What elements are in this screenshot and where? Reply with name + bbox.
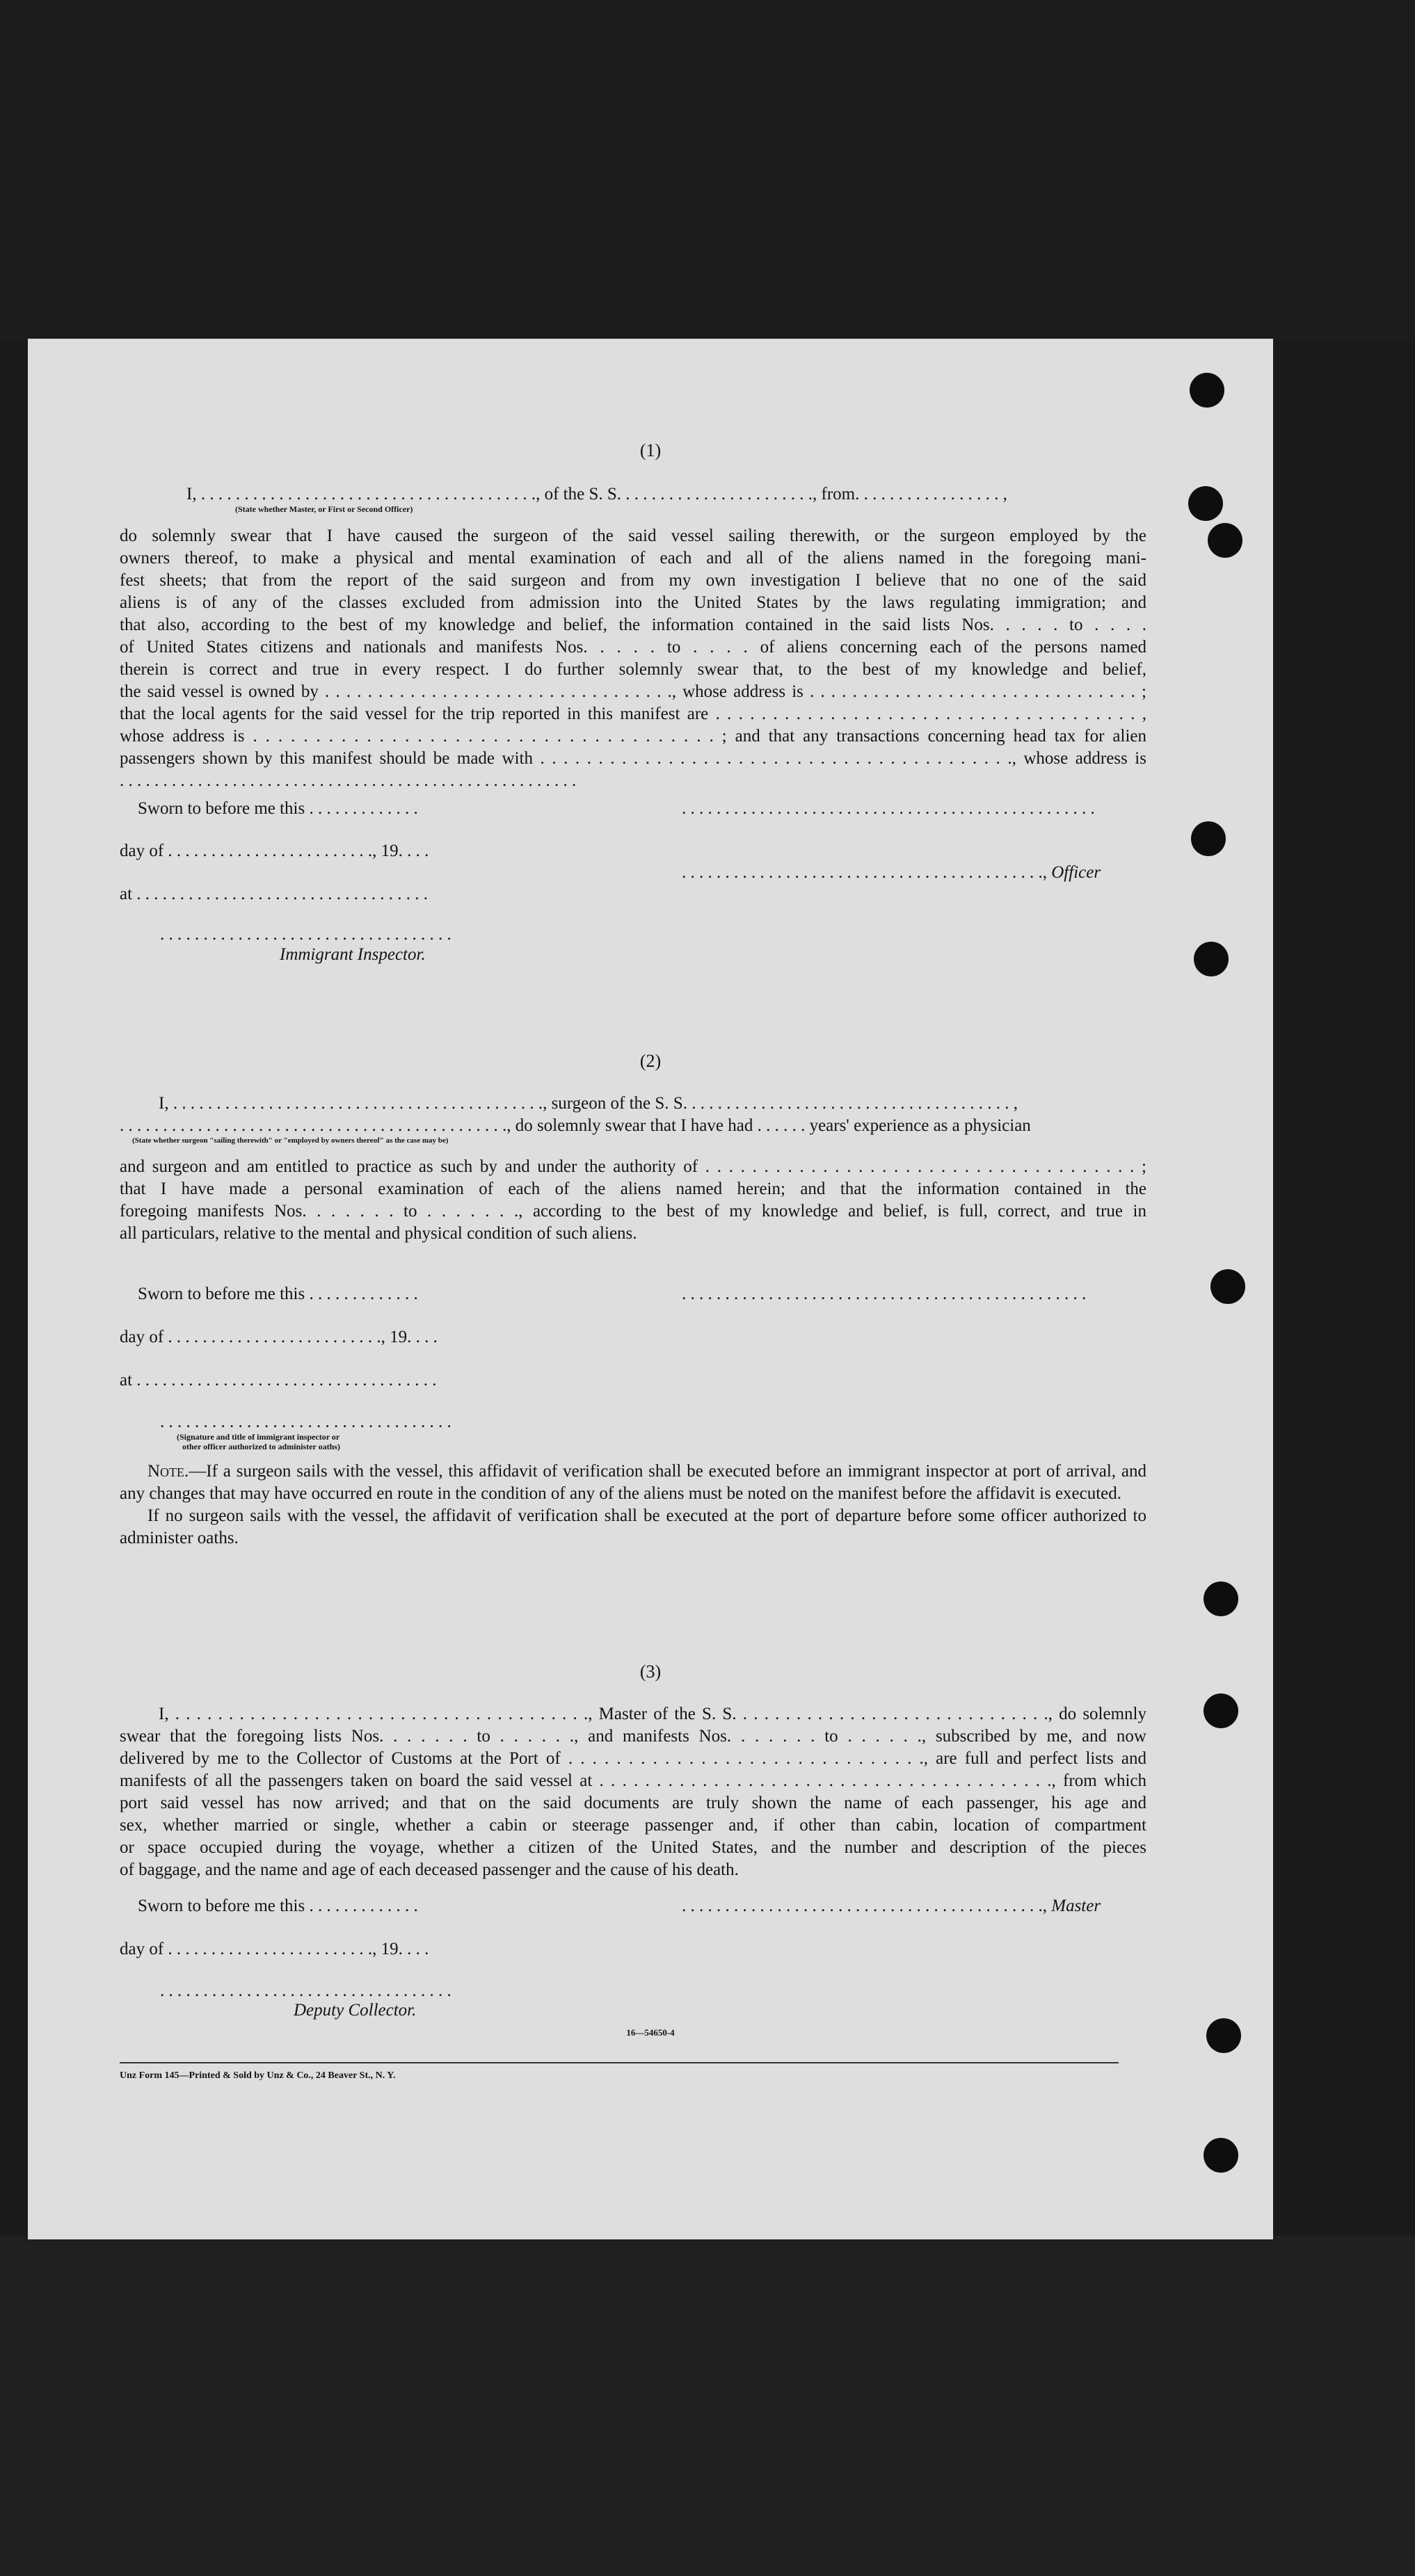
punch-hole [1204, 1581, 1238, 1616]
surgeon-line: I, . . . . . . . . . . . . . . . . . . . . . . . . . . . . . . . . . . . . . . . . . . ., surgeon of the S. S. . . . . . . . . . . . . . . . . . . . . . . . . . . . . . . . . . . . . . , [159, 1094, 1018, 1113]
date-line: day of . . . . . . . . . . . . . . . . . . . . . . . ., 19. . . . [120, 842, 429, 860]
section-number: (1) [639, 440, 662, 460]
body-line: delivered by me to the Collector of Customs at the Port of . . . . . . . . . . . . . . . . . . . . . . . . . . . . . ., are full and perfect lists and [120, 1749, 1146, 1768]
punch-hole [1210, 1269, 1245, 1304]
form-number: 16—54650-4 [626, 2027, 675, 2038]
punch-hole [1190, 373, 1224, 408]
body-line: aliens is of any of the classes excluded from admission into the United States by the laws regulating immigration; and [120, 593, 1146, 612]
body-line: owners thereof, to make a physical and mental examination of each and all of the aliens named in the foregoing mani- [120, 549, 1146, 567]
master-signature-line: . . . . . . . . . . . . . . . . . . . . . . . . . . . . . . . . . . . . . . . . . ., Master [682, 1897, 1101, 1915]
date-line: day of . . . . . . . . . . . . . . . . . . . . . . . . ., 19. . . . [120, 1328, 438, 1346]
note-paragraph: Note.—If a surgeon sails with the vessel, this affidavit of verification shall be executed before an immigrant inspector at port of arrival, and any changes that may have occurred en route in the condition of any of the aliens must be noted on the manifest before the affidavit is executed. [120, 1462, 1146, 1503]
punch-hole [1204, 1693, 1238, 1728]
sworn-line: Sworn to before me this . . . . . . . . . . . . . [138, 1897, 418, 1915]
punch-hole [1208, 523, 1242, 558]
signature-line: . . . . . . . . . . . . . . . . . . . . . . . . . . . . . . . . . . . . . . . . . . . . . . . [682, 1285, 1087, 1303]
note-paragraph: If no surgeon sails with the vessel, the affidavit of verification shall be executed at the port of departure before some officer authorized to administer oaths. [120, 1506, 1146, 1547]
officer-label: Officer [1051, 863, 1101, 882]
note-label: Note. [147, 1462, 189, 1481]
field-caption: (State whether surgeon "sailing therewith" or "employed by owners thereof" as the case may be) [132, 1136, 449, 1145]
body-line: of United States citizens and nationals and manifests Nos. . . . . to . . . . of aliens concerning each of the persons named [120, 638, 1146, 657]
inspector-signature-line: . . . . . . . . . . . . . . . . . . . . . . . . . . . . . . . . . . [160, 925, 451, 944]
official-caption: (Signature and title of immigrant inspector or [177, 1432, 340, 1442]
body-line: whose address is . . . . . . . . . . . . . . . . . . . . . . . . . . . . . . . . . . . . . ; and that any transactions concerning head tax for alien [120, 727, 1146, 746]
document-page [28, 339, 1273, 2239]
sworn-line: Sworn to before me this . . . . . . . . . . . . . [138, 1285, 418, 1303]
body-line: that the local agents for the said vessel for the trip reported in this manifest are . . . . . . . . . . . . . . . . . . . . . . . . . . . . . . . . . . . . . , [120, 705, 1146, 723]
body-line: manifests of all the passengers taken on board the said vessel at . . . . . . . . . . . . . . . . . . . . . . . . . . . . . . . . . . . . . . . ., from which [120, 1771, 1146, 1790]
punch-hole [1191, 821, 1226, 856]
scan-background-bottom [0, 2236, 1415, 2576]
note-block [120, 1460, 1146, 1549]
scan-background-top [0, 0, 1415, 341]
body-line: sex, whether married or single, whether a cabin or steerage passenger and, if other than cabin, location of compartment [120, 1816, 1146, 1835]
body-line: that also, according to the best of my knowledge and belief, the information contained in the said lists Nos. . . . . to . . . . [120, 615, 1146, 634]
inspector-label: Immigrant Inspector. [280, 945, 426, 964]
date-line: day of . . . . . . . . . . . . . . . . . . . . . . . ., 19. . . . [120, 1940, 429, 1958]
body-line: that I have made a personal examination of each of the aliens named herein; and that the information contained in the [120, 1180, 1146, 1198]
body-line: fest sheets; that from the report of the said surgeon and from my own investigation I believe that no one of the said [120, 571, 1146, 590]
officer-signature-line: . . . . . . . . . . . . . . . . . . . . . . . . . . . . . . . . . . . . . . . . . ., Officer [682, 863, 1101, 882]
surgeon-line: . . . . . . . . . . . . . . . . . . . . . . . . . . . . . . . . . . . . . . . . . . . . ., do solemnly swear that I have had . . . . . . years' experience as a physician [120, 1116, 1031, 1135]
punch-hole [1194, 942, 1229, 976]
place-line: at . . . . . . . . . . . . . . . . . . . . . . . . . . . . . . . . . . [120, 885, 429, 903]
punch-hole [1188, 486, 1223, 521]
body-line: therein is correct and true in every respect. I do further solemnly swear that, to the best of my knowledge and belief, [120, 660, 1146, 679]
body-line: of baggage, and the name and age of each deceased passenger and the cause of his death. [120, 1860, 739, 1879]
signature-line: . . . . . . . . . . . . . . . . . . . . . . . . . . . . . . . . . . . . . . . . . . . . . . . . [682, 799, 1095, 818]
printer-footer: Unz Form 145—Printed & Sold by Unz & Co., 24 Beaver St., N. Y. [120, 2070, 396, 2081]
body-line: do solemnly swear that I have caused the surgeon of the said vessel sailing therewith, or the surgeon employed by the [120, 526, 1146, 545]
body-line: or space occupied during the voyage, whether a citizen of the United States, and the number and description of the pieces [120, 1838, 1146, 1857]
body-line: . . . . . . . . . . . . . . . . . . . . . . . . . . . . . . . . . . . . . . . . . . . . . . . . . . . . . [120, 771, 577, 790]
body-line: all particulars, relative to the mental and physical condition of such aliens. [120, 1224, 637, 1243]
footer-rule [120, 2062, 1119, 2063]
official-signature-line: . . . . . . . . . . . . . . . . . . . . . . . . . . . . . . . . . . [160, 1412, 451, 1431]
official-caption: other officer authorized to administer oaths) [182, 1442, 340, 1451]
body-line: I, . . . . . . . . . . . . . . . . . . . . . . . . . . . . . . . . . . . . . . ., Master of the S. S. . . . . . . . . . . . . . . . . . . . . . . . . . . . . ., do solemnly [159, 1705, 1146, 1723]
collector-label: Deputy Collector. [294, 2001, 417, 2020]
body-line: passengers shown by this manifest should be made with . . . . . . . . . . . . . . . . . . . . . . . . . . . . . . . . . . . . . . . . ., whose address is [120, 749, 1146, 768]
section-number: (3) [639, 1661, 662, 1682]
collector-signature-line: . . . . . . . . . . . . . . . . . . . . . . . . . . . . . . . . . . [160, 1981, 451, 2000]
body-line: foregoing manifests Nos. . . . . . . to . . . . . . ., according to the best of my knowledge and belief, is full, correct, and true in [120, 1202, 1146, 1221]
field-caption: (State whether Master, or First or Second Officer) [235, 504, 413, 514]
sworn-line: Sworn to before me this . . . . . . . . . . . . . [138, 799, 418, 818]
punch-hole [1204, 2138, 1238, 2173]
master-label: Master [1051, 1897, 1101, 1915]
section2-body [120, 1156, 1146, 1245]
body-line: port said vessel has now arrived; and that on the said documents are truly shown the name of each passenger, his age and [120, 1794, 1146, 1812]
section1-body [120, 525, 1146, 792]
place-line: at . . . . . . . . . . . . . . . . . . . . . . . . . . . . . . . . . . . [120, 1371, 437, 1390]
body-line: swear that the foregoing lists Nos. . . . . . . to . . . . . ., and manifests Nos. . . . . . . to . . . . . ., subscribed by me, and now [120, 1727, 1146, 1746]
section3-body [120, 1703, 1146, 1881]
body-line: the said vessel is owned by . . . . . . . . . . . . . . . . . . . . . . . . . . . . . . . . ., whose address is . . . . . . . . . . . . . . . . . . . . . . . . . . . . . . . ; [120, 682, 1146, 701]
section-number: (2) [639, 1051, 662, 1071]
oath-opening-line: I, . . . . . . . . . . . . . . . . . . . . . . . . . . . . . . . . . . . . . . ., of the S. S. . . . . . . . . . . . . . . . . . . . . . ., from. . . . . . . . . . . . . . . . . , [186, 485, 1007, 504]
body-line: and surgeon and am entitled to practice as such by and under the authority of . . . . . . . . . . . . . . . . . . . . . . . . . . . . . . . . . . . . . ; [120, 1157, 1146, 1176]
